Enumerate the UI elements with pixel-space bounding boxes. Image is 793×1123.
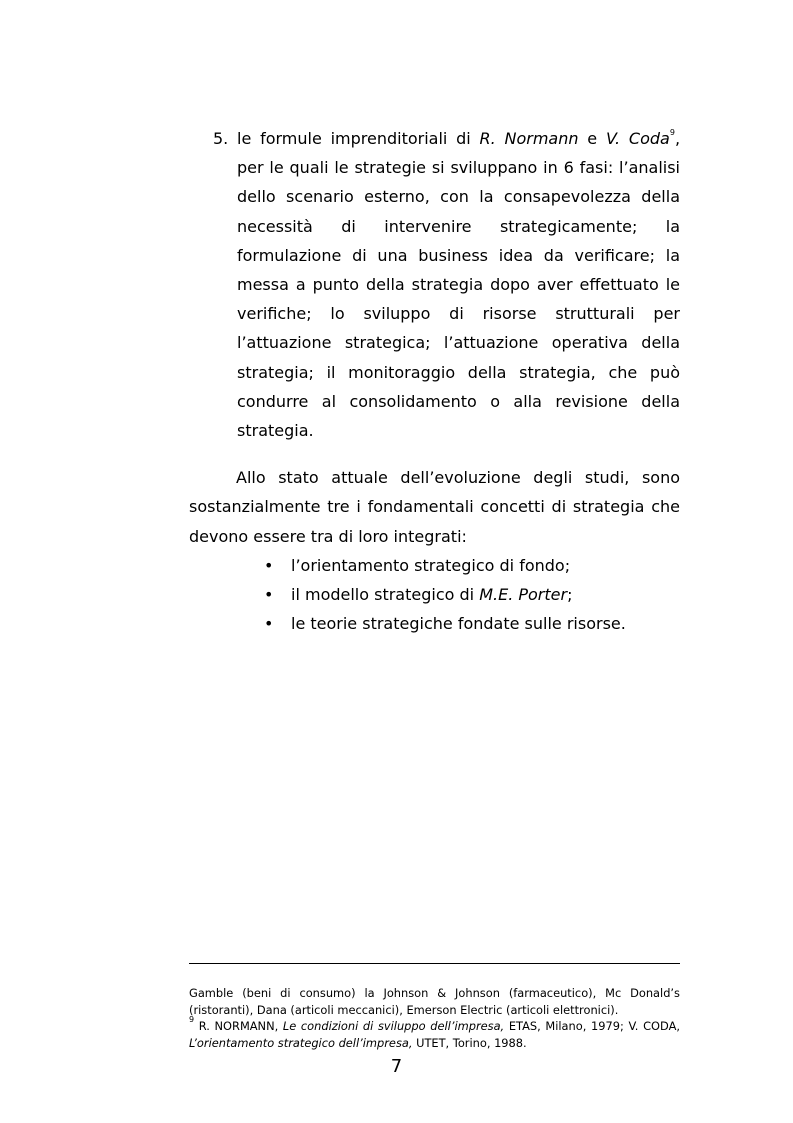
author-coda: V. Coda xyxy=(605,129,670,148)
author-porter: M.E. Porter xyxy=(479,585,568,605)
item-number: 5. xyxy=(213,129,229,148)
bullet-list xyxy=(189,551,680,639)
main-text xyxy=(189,124,680,638)
footnotes xyxy=(189,963,680,1051)
page-number: 7 xyxy=(390,1056,403,1077)
footnote-text-b: ETAS, Milano, 1979; V. CODA, xyxy=(504,1019,680,1033)
bullet-text: le teorie strategiche fondate sulle risorse. xyxy=(291,614,626,634)
list-item xyxy=(189,609,680,638)
numbered-item-5 xyxy=(189,124,680,445)
author-normann: R. Normann xyxy=(479,129,579,148)
bullet-icon: • xyxy=(264,585,274,605)
footnote-divider xyxy=(189,963,680,964)
item-text-part2: e xyxy=(578,129,606,148)
list-item xyxy=(189,580,680,609)
item-text-part3: , per le quali le strategie si sviluppano in 6 fasi: l’analisi dello scenario esterno, con la consapevolezza della necessità di intervenire strategicamente; la formulazione di una business idea da verificare; la messa a punto della strategia dopo aver effettuato le verifiche; lo sviluppo di risorse strutturali per l’attuazione strategica; l’attuazione operativa della strategia; il monitoraggio della strategia, che può condurre al consolidamento o alla revisione della strategia. xyxy=(237,129,681,441)
footnote-9 xyxy=(189,1015,680,1051)
footnote-title-2: L’orientamento strategico dell’impresa, xyxy=(189,1035,413,1050)
footnote-text-a: R. NORMANN, xyxy=(194,1019,283,1033)
item-text-part1: le formule imprenditoriali di xyxy=(237,129,480,148)
bullet-icon: • xyxy=(264,555,274,575)
footnote-title-1: Le condizioni di sviluppo dell’impresa, xyxy=(282,1019,505,1033)
bullet-text-post: ; xyxy=(567,585,573,605)
bullet-text: l’orientamento strategico di fondo; xyxy=(291,555,571,575)
footnote-ref-9[interactable]: 9 xyxy=(669,128,675,137)
footnote-continuation: Gamble (beni di consumo) la Johnson & Johnson (farmaceutico), Mc Donald’s (ristoranti), Dana (articoli meccanici), Emerson Electric (articoli elettronici). xyxy=(189,986,680,1017)
bullet-icon: • xyxy=(264,614,274,634)
bullet-text-pre: il modello strategico di xyxy=(291,585,480,605)
list-item xyxy=(189,551,680,580)
footnote-text-c: UTET, Torino, 1988. xyxy=(412,1035,527,1050)
body-paragraph: Allo stato attuale dell’evoluzione degli studi, sono sostanzialmente tre i fondamentali concetti di strategia che devono essere tra di loro integrati: xyxy=(189,468,680,546)
footnote-number: 9 xyxy=(189,1015,195,1024)
